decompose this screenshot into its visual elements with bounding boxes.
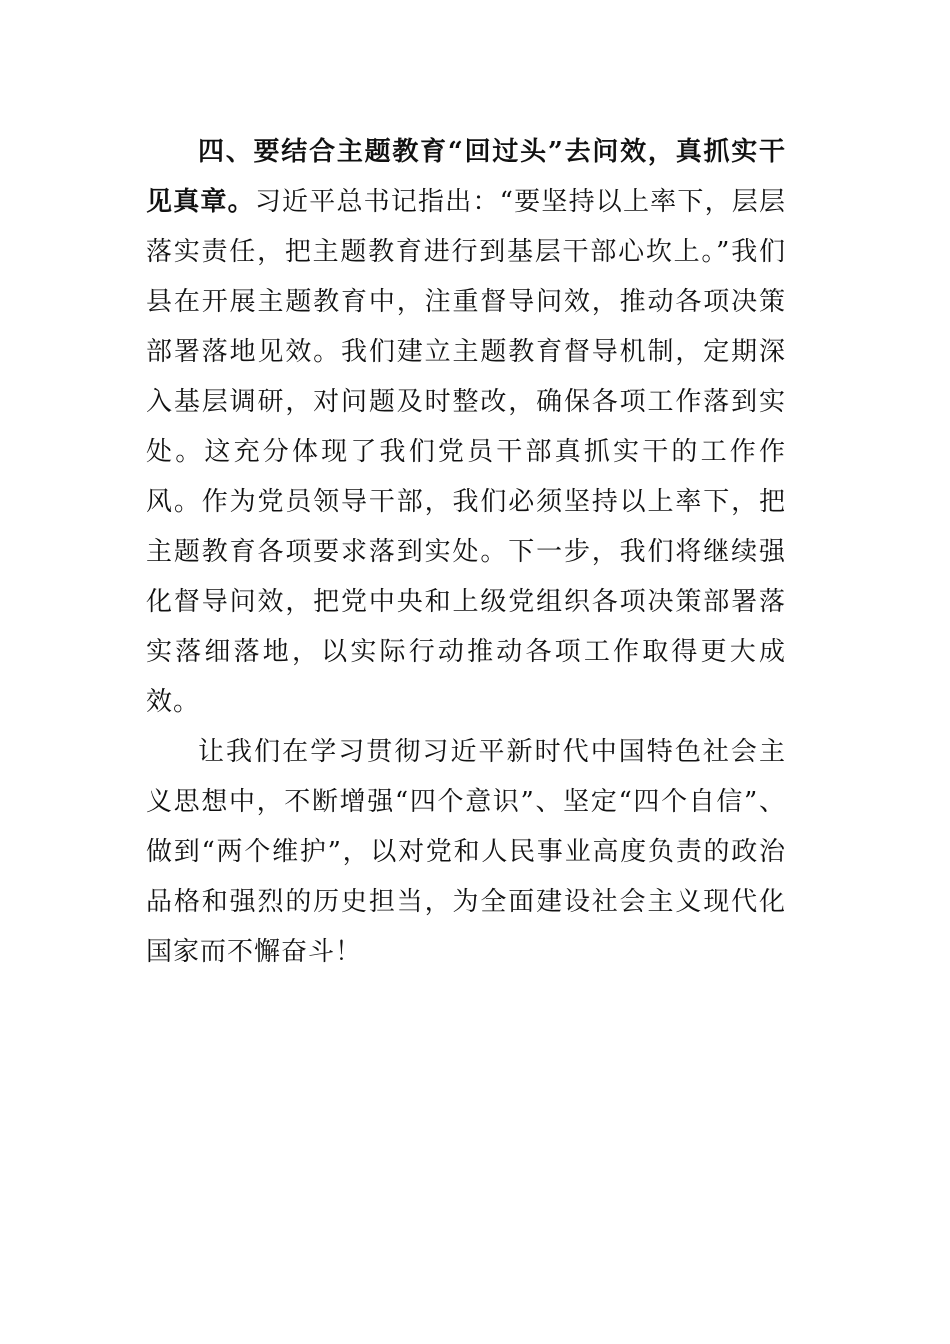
paragraph-2 [146, 727, 786, 977]
paragraph-text: 让我们在学习贯彻习近平新时代中国特色社会主义思想中，不断增强“四个意识”、坚定“四个自信”、做到“两个维护”，以对党和人民事业高度负责的政治品格和强烈的历史担当，为全面建设社会主义现代化国家而不懈奋斗！ [146, 737, 786, 967]
paragraph-1 [146, 127, 786, 727]
document-body [146, 127, 786, 977]
paragraph-text: 习近平总书记指出：“要坚持以上率下，层层落实责任，把主题教育进行到基层干部心坎上。”我们县在开展主题教育中，注重督导问效，推动各项决策部署落地见效。我们建立主题教育督导机制，定期深入基层调研，对问题及时整改，确保各项工作落到实处。这充分体现了我们党员干部真抓实干的工作作风。作为党员领导干部，我们必须坚持以上率下，把主题教育各项要求落到实处。下一步，我们将继续强化督导问效，把党中央和上级党组织各项决策部署落实落细落地，以实际行动推动各项工作取得更大成效。 [146, 187, 786, 717]
section-heading: 四、要结合主题教育“回过头”去问效，真抓实干见真章。 [146, 137, 786, 217]
